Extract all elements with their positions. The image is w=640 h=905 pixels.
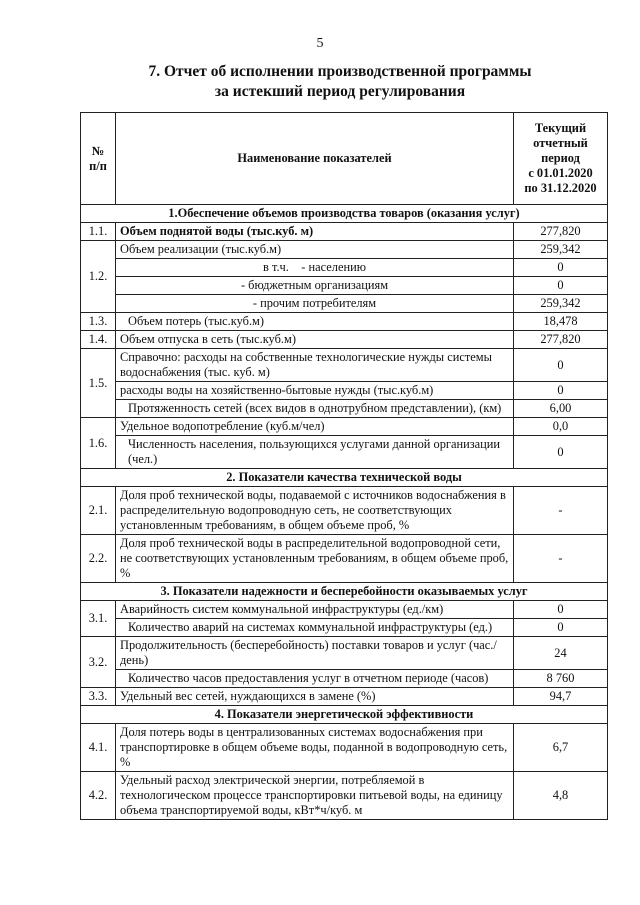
table-row: [81, 688, 608, 706]
row-value: 4,8: [514, 772, 608, 820]
row-value: 277,820: [514, 331, 608, 349]
section-row: [81, 469, 608, 487]
row-num: 1.6.: [81, 418, 116, 469]
table-row: [81, 601, 608, 619]
row-name: в т.ч. - населению: [116, 259, 514, 277]
row-name: - бюджетным организациям: [116, 277, 514, 295]
row-name: Продолжительность (бесперебойность) поставки товаров и услуг (час./день): [116, 637, 514, 670]
report-table: [80, 112, 608, 820]
section-row: [81, 706, 608, 724]
table-row: [81, 487, 608, 535]
row-name: Удельное водопотребление (куб.м/чел): [116, 418, 514, 436]
row-value: 6,00: [514, 400, 608, 418]
row-name: расходы воды на хозяйственно-бытовые нужды (тыс.куб.м): [116, 382, 514, 400]
header-name: Наименование показателей: [116, 113, 514, 205]
table-row: [81, 241, 608, 259]
table-row: [81, 670, 608, 688]
row-name: Объем отпуска в сеть (тыс.куб.м): [116, 331, 514, 349]
report-title: [60, 62, 620, 102]
title-line-1: 7. Отчет об исполнении производственной программы: [148, 63, 532, 80]
table-row: [81, 535, 608, 583]
table-row: [81, 619, 608, 637]
table-row: [81, 724, 608, 772]
header-num: № п/п: [81, 113, 116, 205]
table-row: [81, 295, 608, 313]
row-name: Справочно: расходы на собственные технологические нужды системы водоснабжения (тыс. куб. м): [116, 349, 514, 382]
table-row: [81, 400, 608, 418]
row-value: 0: [514, 382, 608, 400]
row-value: -: [514, 535, 608, 583]
row-num: 1.1.: [81, 223, 116, 241]
row-value: 0: [514, 436, 608, 469]
page-number: 5: [316, 36, 324, 51]
section-title-1: 1.Обеспечение объемов производства товаров (оказания услуг): [81, 205, 608, 223]
row-value: 94,7: [514, 688, 608, 706]
row-name: Объем реализации (тыс.куб.м): [116, 241, 514, 259]
table-row: [81, 331, 608, 349]
row-num: 4.1.: [81, 724, 116, 772]
table-row: [81, 223, 608, 241]
row-value: 0: [514, 277, 608, 295]
section-title-3: 3. Показатели надежности и бесперебойности оказываемых услуг: [81, 583, 608, 601]
row-name: Доля потерь воды в централизованных системах водоснабжения при транспортировке в общем объеме воды, поданной в водопроводную сеть, %: [116, 724, 514, 772]
table-row: [81, 418, 608, 436]
row-name: Удельный вес сетей, нуждающихся в замене (%): [116, 688, 514, 706]
row-name: Количество часов предоставления услуг в отчетном периоде (часов): [116, 670, 514, 688]
section-row: [81, 205, 608, 223]
table-row: [81, 637, 608, 670]
section-title-2: 2. Показатели качества технической воды: [81, 469, 608, 487]
row-name: Доля проб технической воды в распределительной водопроводной сети, не соответствующих установленным требованиям, в общем объеме проб, %: [116, 535, 514, 583]
title-line-2: за истекший период регулирования: [214, 83, 466, 100]
row-value: 0: [514, 619, 608, 637]
row-name: Количество аварий на системах коммунальной инфраструктуры (ед.): [116, 619, 514, 637]
row-name: Удельный расход электрической энергии, потребляемой в технологическом процессе транспортировки питьевой воды, на единицу объема транспортируемой воды, кВт*ч/куб. м: [116, 772, 514, 820]
row-name: Численность населения, пользующихся услугами данной организации (чел.): [116, 436, 514, 469]
row-num: 3.1.: [81, 601, 116, 637]
row-value: 24: [514, 637, 608, 670]
row-name: Доля проб технической воды, подаваемой с источников водоснабжения в распределительную водопроводную сеть, не соответствующих установленным требованиям, в общем объеме проб, %: [116, 487, 514, 535]
row-num: 1.4.: [81, 331, 116, 349]
table-row: [81, 277, 608, 295]
table-row: [81, 349, 608, 382]
row-value: 0: [514, 601, 608, 619]
row-num: 1.3.: [81, 313, 116, 331]
row-value: 259,342: [514, 295, 608, 313]
section-title-4: 4. Показатели энергетической эффективности: [81, 706, 608, 724]
row-num: 2.1.: [81, 487, 116, 535]
row-value: -: [514, 487, 608, 535]
row-num: 4.2.: [81, 772, 116, 820]
section-row: [81, 583, 608, 601]
table-row: [81, 313, 608, 331]
table-header-row: [81, 113, 608, 205]
row-num: 3.2.: [81, 637, 116, 688]
row-value: 0: [514, 349, 608, 382]
row-num: 1.2.: [81, 241, 116, 313]
table-row: [81, 382, 608, 400]
row-value: 259,342: [514, 241, 608, 259]
row-value: 18,478: [514, 313, 608, 331]
table-row: [81, 436, 608, 469]
row-value: 0,0: [514, 418, 608, 436]
row-value: 6,7: [514, 724, 608, 772]
header-value: Текущий отчетный период с 01.01.2020 по 31.12.2020: [514, 113, 608, 205]
row-num: 2.2.: [81, 535, 116, 583]
table-row: [81, 259, 608, 277]
row-name: - прочим потребителям: [116, 295, 514, 313]
row-name: Протяженность сетей (всех видов в однотрубном представлении), (км): [116, 400, 514, 418]
row-num: 3.3.: [81, 688, 116, 706]
row-value: 0: [514, 259, 608, 277]
row-num: 1.5.: [81, 349, 116, 418]
row-name: Объем поднятой воды (тыс.куб. м): [116, 223, 514, 241]
row-name: Объем потерь (тыс.куб.м): [116, 313, 514, 331]
row-value: 8 760: [514, 670, 608, 688]
row-name: Аварийность систем коммунальной инфраструктуры (ед./км): [116, 601, 514, 619]
row-value: 277,820: [514, 223, 608, 241]
table-row: [81, 772, 608, 820]
